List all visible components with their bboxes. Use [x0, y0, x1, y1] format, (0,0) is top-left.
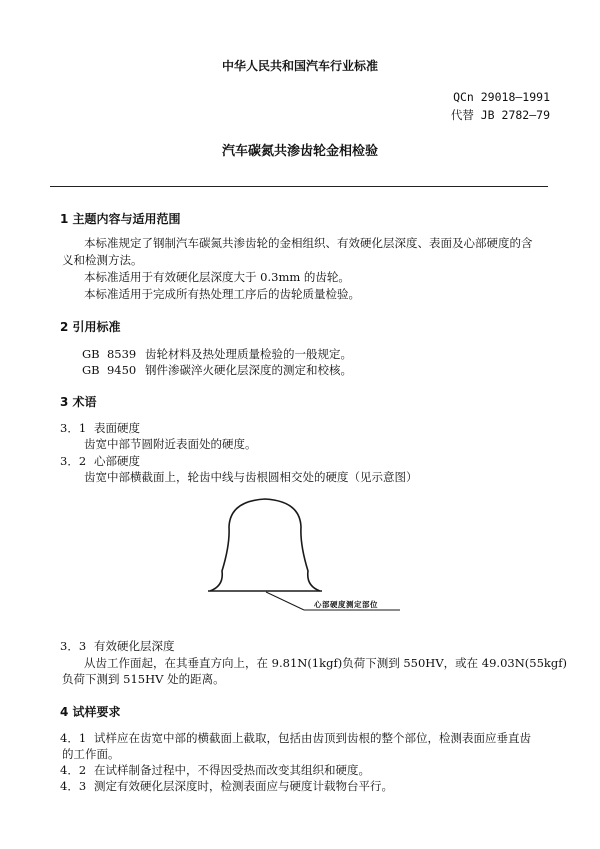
title-divider: [50, 186, 548, 187]
reference-code: GB 9450: [82, 363, 137, 377]
section-2-heading: 2 引用标准: [60, 320, 121, 334]
gear-tooth-figure: [200, 495, 410, 620]
term-3-3-definition-line-2: 负荷下测到 515HV 处的距离。: [62, 672, 225, 686]
item-number: 4．2: [60, 763, 87, 777]
term-3-3: [60, 638, 175, 655]
item-text: 测定有效硬化层深度时，检测表面应与硬度计载物台平行。: [94, 779, 393, 793]
section-1-para-2: 本标准适用于有效硬化层深度大于 0.3mm 的齿轮。: [84, 270, 350, 284]
section-1-para-1-line-2: 义和检测方法。: [62, 253, 143, 267]
org-title: 中华人民共和国汽车行业标准: [221, 59, 378, 73]
term-label: 有效硬化层深度: [94, 639, 175, 653]
item-4-2: [60, 762, 370, 779]
term-label: 心部硬度: [94, 454, 140, 468]
section-1-para-1-line-1: 本标准规定了钢制汽车碳氮共渗齿轮的金相组织、有效硬化层深度、表面及心部硬度的含: [84, 236, 533, 250]
standard-number: QCn 29018—1991: [453, 90, 550, 104]
reference-title: 齿轮材料及热处理质量检验的一般规定。: [145, 347, 352, 361]
reference-title: 钢件渗碳淬火硬化层深度的测定和校核。: [145, 363, 352, 377]
section-3-heading: 3 术语: [60, 395, 97, 409]
section-1-heading: 1 主题内容与适用范围: [60, 212, 181, 226]
item-number: 4．3: [60, 779, 87, 793]
term-3-3-definition-line-1: 从齿工作面起，在其垂直方向上，在 9.81N(1kgf)负荷下测到 550HV，或在 49.03N(55kgf): [84, 656, 567, 670]
term-3-2: [60, 453, 140, 470]
term-number: 3．1: [60, 421, 87, 435]
document-title: 汽车碳氮共渗齿轮金相检验: [221, 144, 378, 159]
reference-row: [82, 362, 352, 379]
item-number: 4．1: [60, 731, 87, 745]
gear-tooth-outline: [210, 499, 320, 591]
section-1-para-3: 本标准适用于完成所有热处理工序后的齿轮质量检验。: [84, 287, 360, 301]
section-4-heading: 4 试样要求: [60, 705, 121, 719]
term-3-1-definition: 齿宽中部节圆附近表面处的硬度。: [84, 437, 257, 451]
item-text: 试样应在齿宽中部的横截面上截取，包括由齿顶到齿根的整个部位，检测表面应垂直齿: [94, 731, 531, 745]
leader-line: [266, 592, 304, 610]
term-3-2-definition: 齿宽中部横截面上，轮齿中线与齿根圆相交处的硬度（见示意图）: [84, 470, 418, 484]
term-3-1: [60, 420, 140, 437]
replaces-standard: 代替 JB 2782—79: [450, 108, 550, 122]
item-4-1-line-2: 的工作面。: [62, 747, 120, 761]
item-4-1-line-1: [60, 730, 531, 747]
reference-row: [82, 346, 352, 363]
figure-label: 心部硬度测定部位: [314, 600, 378, 609]
term-label: 表面硬度: [94, 421, 140, 435]
reference-code: GB 8539: [82, 347, 137, 361]
term-number: 3．3: [60, 639, 87, 653]
item-text: 在试样制备过程中，不得因受热而改变其组织和硬度。: [94, 763, 370, 777]
item-4-3: [60, 778, 393, 795]
term-number: 3．2: [60, 454, 87, 468]
